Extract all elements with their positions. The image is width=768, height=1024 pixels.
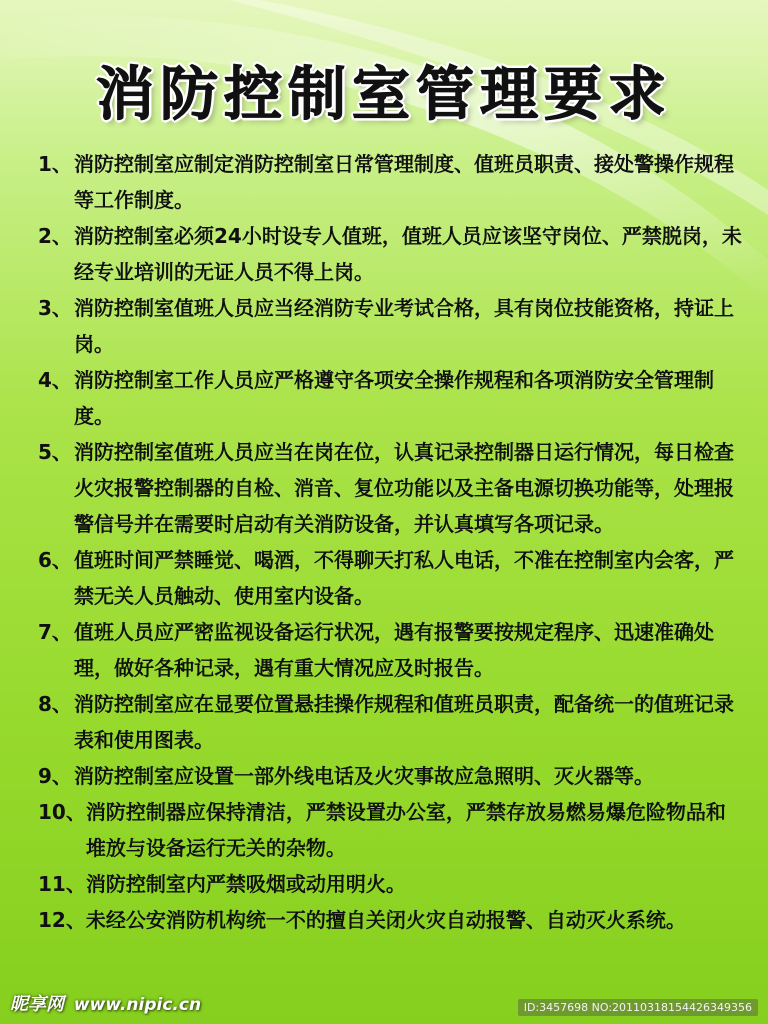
list-item [38,686,743,758]
list-item [38,362,743,434]
item-text: 消防控制室值班人员应当在岗在位，认真记录控制器日运行情况，每日检查火灾报警控制器的自检、消音、复位功能以及主备电源切换功能等，处理报警信号并在需要时启动有关消防设备，并认真填写各项记录。 [74,440,734,536]
item-number: 8、 [38,692,72,716]
item-number: 7、 [38,620,72,644]
watermark-logo: 昵享网 [10,994,64,1015]
list-item [38,902,743,938]
item-number: 10、 [38,800,86,824]
item-number: 9、 [38,764,72,788]
item-number: 3、 [38,296,72,320]
item-text: 消防控制室值班人员应当经消防专业考试合格，具有岗位技能资格，持证上岗。 [74,296,734,356]
list-item [38,614,743,686]
item-text: 消防控制室必须24小时设专人值班，值班人员应该坚守岗位、严禁脱岗，未经专业培训的无证人员不得上岗。 [74,224,742,284]
item-number: 2、 [38,224,72,248]
item-text: 消防控制室应在显要位置悬挂操作规程和值班员职责，配备统一的值班记录表和使用图表。 [74,692,734,752]
item-number: 1、 [38,152,72,176]
item-number: 5、 [38,440,72,464]
list-item [38,866,743,902]
item-number: 4、 [38,368,72,392]
item-text: 消防控制室应设置一部外线电话及火灾事故应急照明、灭火器等。 [74,764,654,788]
footer [0,986,768,1024]
item-number: 11、 [38,872,86,896]
list-item [38,218,743,290]
item-text: 消防控制器应保持清洁，严禁设置办公室，严禁存放易燃易爆危险物品和堆放与设备运行无关的杂物。 [85,800,726,860]
list-item [38,434,743,542]
item-text: 消防控制室工作人员应严格遵守各项安全操作规程和各项消防安全管理制度。 [74,368,714,428]
item-text: 值班时间严禁睡觉、喝酒，不得聊天打私人电话，不准在控制室内会客，严禁无关人员触动、使用室内设备。 [74,548,734,608]
watermark-url: www.nipic.cn [73,995,202,1015]
watermark-brand [10,990,201,1016]
list-item [38,758,743,794]
item-text: 值班人员应严密监视设备运行状况，遇有报警要按规定程序、迅速准确处理，做好各种记录，遇有重大情况应及时报告。 [74,620,714,680]
list-item [38,290,743,362]
item-number: 12、 [38,908,86,932]
list-item [38,542,743,614]
item-text: 未经公安消防机构统一不的擅自关闭火灾自动报警、自动灭火系统。 [85,908,686,932]
page-title: 消防控制室管理要求 [95,60,672,128]
item-text: 消防控制室应制定消防控制室日常管理制度、值班员职责、接处警操作规程等工作制度。 [74,152,734,212]
list-item [38,794,743,866]
watermark-photo-id: ID:3457698 NO:20110318154426349356 [518,999,758,1016]
item-text: 消防控制室内严禁吸烟或动用明火。 [85,872,406,896]
list-item [38,146,743,218]
item-number: 6、 [38,548,72,572]
requirements-list [38,146,743,938]
